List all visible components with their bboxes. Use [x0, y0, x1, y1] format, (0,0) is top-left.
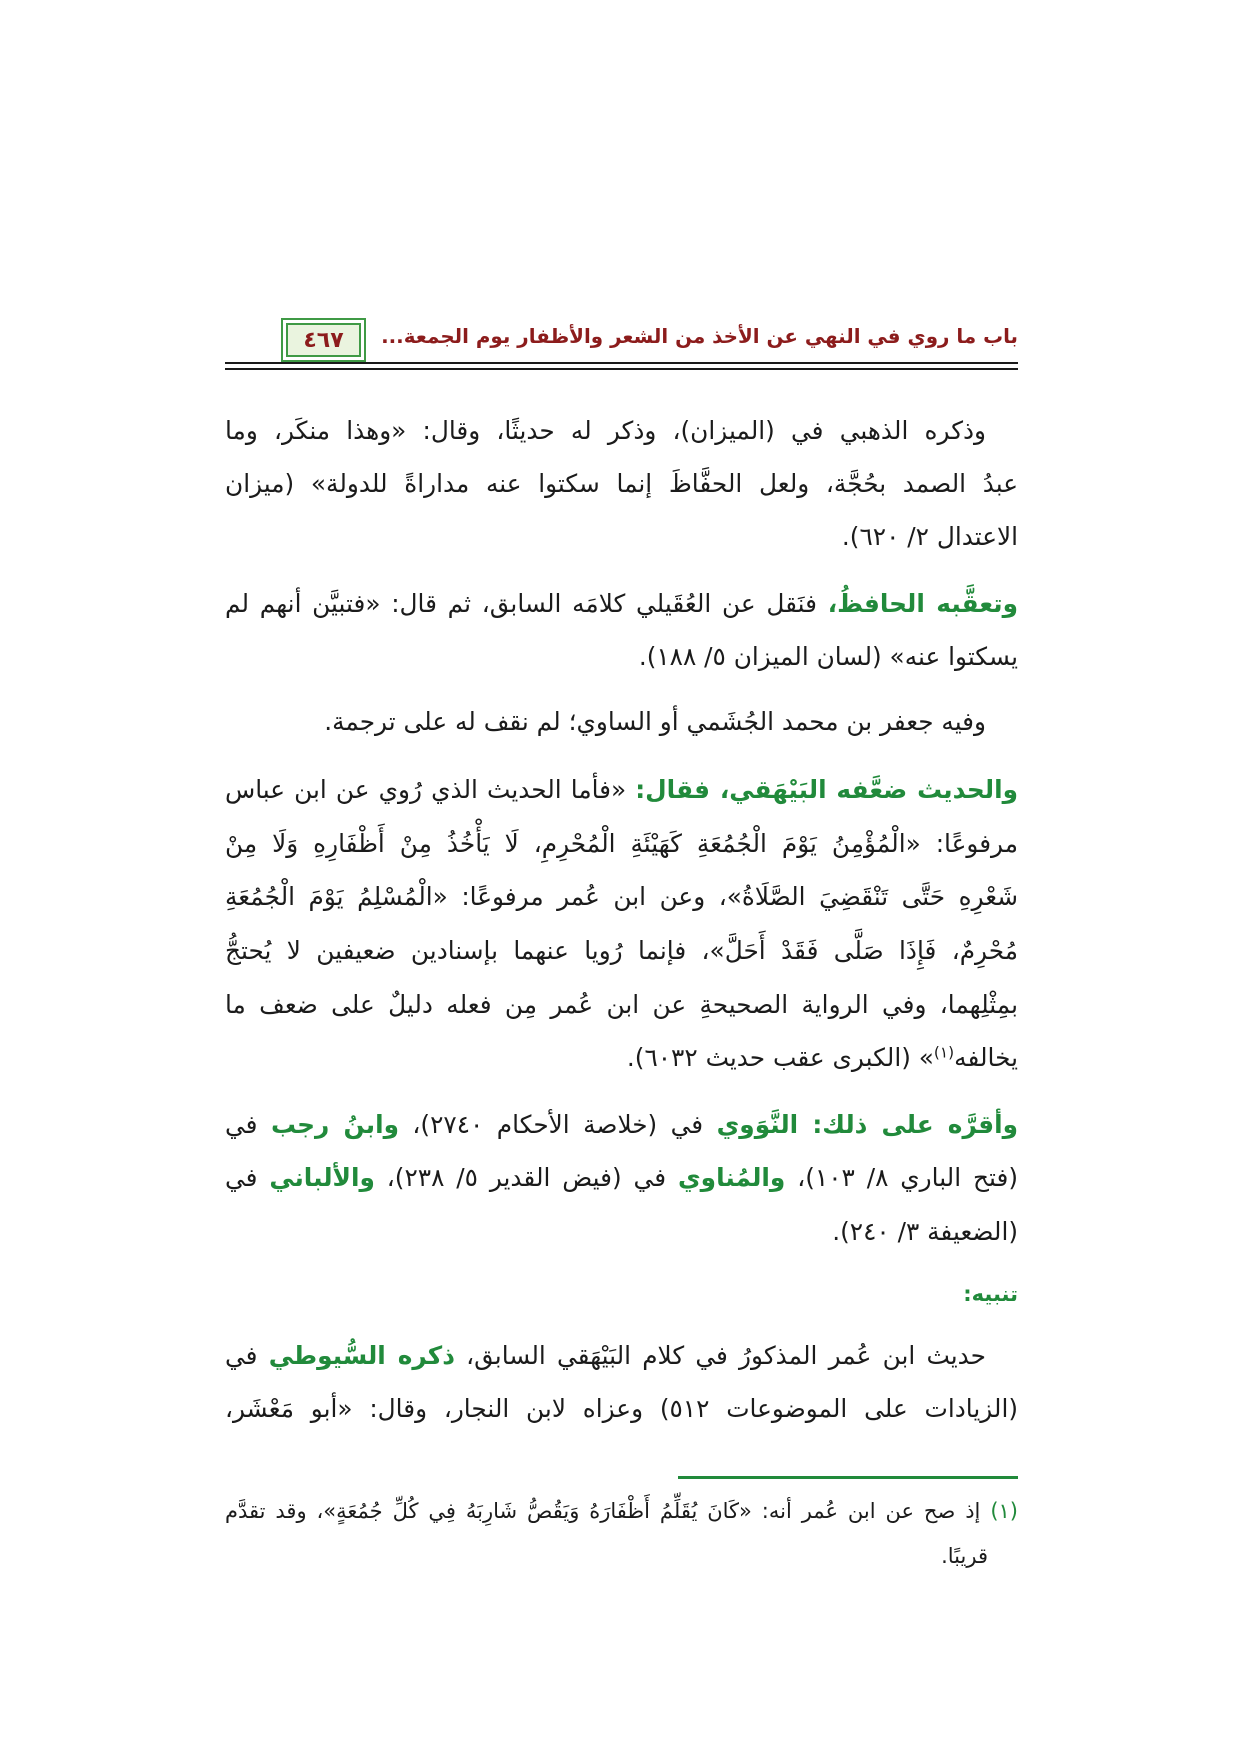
body-line: [225, 1036, 1018, 1080]
body-line: [225, 983, 1018, 1027]
body-text: الاعتدال ٢/ ٦٢٠).: [841, 522, 1018, 551]
body-line: [225, 582, 1018, 626]
header-double-rule: [225, 362, 1018, 370]
body-text: بمِثْلِهما، وفي الرواية الصحيحةِ عن ابن عُمر مِن فعله دليلٌ على ضعف ما: [225, 990, 1018, 1019]
body-text: (الضعيفة ٣/ ٢٤٠).: [832, 1217, 1018, 1246]
body-line: [225, 875, 1018, 919]
body-line: [225, 1156, 1018, 1200]
hadith-text: مُحْرِمٌ، فَإِذَا صَلَّى فَقَدْ أَحَلَّ»، فإنما رُويا عنهما بإسنادين ضعيفين لا يُحتجُّ: [225, 936, 1018, 965]
body-line: [225, 635, 1018, 679]
body-line: [225, 409, 1018, 453]
page-number-badge: [281, 318, 366, 362]
body-line: [225, 1334, 1018, 1378]
body-line: [225, 929, 1018, 973]
body-text: وفيه جعفر بن محمد الجُشَمي أو الساوي؛ لم نقف له على ترجمة.: [324, 707, 986, 736]
body-line: [225, 700, 1018, 744]
body-text: في (خلاصة الأحكام ٢٧٤٠)،: [398, 1110, 717, 1139]
footnote-separator: [678, 1476, 1018, 1479]
highlight-phrase: والحديث ضعَّفه البَيْهَقي، فقال:: [635, 775, 1018, 804]
body-text: » (الكبرى عقب حديث ٦٠٣٢).: [626, 1043, 934, 1072]
running-header-title: باب ما روي في النهي عن الأخذ من الشعر والأظفار يوم الجمعة...: [381, 325, 1018, 348]
footnote-number: (١): [990, 1499, 1018, 1523]
body-text: (الزيادات على الموضوعات ٥١٢) وعزاه لابن النجار، وقال: «أبو مَعْشَر،: [225, 1394, 1018, 1423]
section-heading: تنبيه:: [963, 1282, 1018, 1306]
body-text: «فأما الحديث الذي رُوي عن ابن عباس: [225, 775, 636, 804]
hadith-text: مرفوعًا: «الْمُؤْمِنُ يَوْمَ الْجُمُعَةِ كَهَيْئَةِ الْمُحْرِمِ، لَا يَأْخُذُ مِنْ أَظْفَارِهِ وَلَا مِنْ: [225, 829, 1018, 858]
body-line: [225, 462, 1018, 506]
body-text: في: [225, 1163, 270, 1192]
highlight-phrase: النَّوَوي: [716, 1110, 813, 1139]
body-text: حديث ابن عُمر المذكورُ في كلام البَيْهَقي السابق،: [454, 1341, 986, 1370]
body-text: يخالفه: [954, 1043, 1018, 1072]
body-line: [225, 515, 1018, 559]
body-line: [225, 1387, 1018, 1431]
hadith-text: شَعْرِهِ حَتَّى تَنْقَضِيَ الصَّلَاةُ»، وعن ابن عُمر مرفوعًا: «الْمُسْلِمُ يَوْمَ الْجُمُعَةِ: [225, 882, 1018, 911]
highlight-phrase: وابنُ رجب: [270, 1110, 399, 1139]
body-text: وذكره الذهبي في (الميزان)، وذكر له حديثًا، وقال: «وهذا منكَر، وما: [225, 416, 986, 445]
page-number: ٤٦٧: [303, 327, 344, 353]
footnote-ref: (١): [933, 1043, 955, 1062]
footnote-line: [225, 1493, 1018, 1529]
body-text: فنَقل عن العُقَيلي كلامَه السابق، ثم قال: «فتبيَّن أنهم لم: [225, 589, 828, 618]
footnote-line: [225, 1538, 1018, 1574]
highlight-phrase: والألباني: [269, 1163, 375, 1192]
body-line: [225, 1210, 1018, 1254]
highlight-phrase: وتعقَّبه الحافظُ،: [827, 589, 1018, 618]
highlight-phrase: وأقرَّه على ذلك:: [812, 1110, 1018, 1139]
body-line: [225, 768, 1018, 812]
footnote-text: قريبًا.: [941, 1544, 988, 1568]
highlight-phrase: والمُناوي: [677, 1163, 786, 1192]
body-text: في (فيض القدير ٥/ ٢٣٨)،: [374, 1163, 678, 1192]
body-text: (فتح الباري ٨/ ١٠٣)،: [785, 1163, 1019, 1192]
body-line: [225, 822, 1018, 866]
body-text: يسكتوا عنه» (لسان الميزان ٥/ ١٨٨).: [638, 642, 1018, 671]
body-line: [225, 1103, 1018, 1147]
body-text: عبدُ الصمد بحُجَّة، ولعل الحفَّاظَ إنما سكتوا عنه مداراةً للدولة» (ميزان: [225, 469, 1018, 498]
body-text: في: [225, 1341, 269, 1370]
highlight-phrase: ذكره السُّيوطي: [268, 1341, 455, 1370]
body-text: في: [225, 1110, 271, 1139]
footnote-text: إذ صح عن ابن عُمر أنه: «كَانَ يُقَلِّمُ أَظْفَارَهُ وَيَقُصُّ شَارِبَهُ فِي كُلِّ جُمُعَةٍ»، وقد تقدَّم: [225, 1499, 991, 1523]
